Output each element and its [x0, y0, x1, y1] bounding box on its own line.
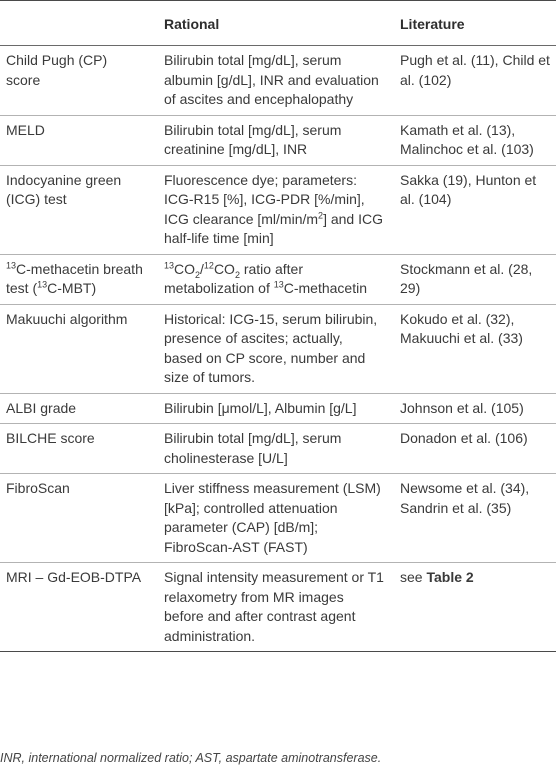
row-name: MRI – Gd-EOB-DTPA: [6, 569, 142, 585]
table-row: [0, 563, 556, 652]
row-name: FibroScan: [6, 480, 70, 496]
table-row: [0, 424, 556, 474]
header-rational: Rational: [164, 16, 220, 32]
row-rational: Bilirubin [μmol/L], Albumin [g/L]: [164, 399, 357, 416]
table-footnote: INR, international normalized ratio; AST, aspartate aminotransferase.: [0, 751, 382, 765]
row-rational: Bilirubin total [mg/dL], serum albumin [g/dL], INR and evaluation of ascites and encephalopathy: [164, 52, 379, 107]
table-row: [0, 393, 556, 424]
table-row: [0, 165, 556, 254]
header-literature: Literature: [400, 16, 465, 32]
row-rational: Fluorescence dye; parameters: ICG-R15 [%], ICG-PDR [%/min], ICG clearance $[ml/\min/m^2]$ and ICG half-life time [min]: [164, 171, 383, 246]
row-name: MELD: [6, 121, 45, 138]
row-name: ALBI grade: [6, 399, 77, 416]
row-name: Indocyanine green (ICG) test: [6, 171, 122, 207]
row-rational: Historical: ICG-15, serum bilirubin, presence of ascites; actually, based on CP score, number and size of tumors.: [164, 310, 378, 385]
row-rational: Liver stiffness measurement (LSM) [kPa]; controlled attenuation parameter (CAP) [dB/m]; FibroScan-AST (FAST): [164, 480, 381, 555]
row-literature: Johnson et al. (105): [400, 399, 524, 416]
table-row: [0, 254, 556, 304]
table-2-link[interactable]: Table 2: [426, 569, 474, 585]
row-name: BILCHE score: [6, 430, 95, 446]
row-literature: Newsome et al. (34), Sandrin et al. (35): [400, 480, 530, 516]
row-name: Makuuchi algorithm: [6, 310, 128, 327]
row-name: Child Pugh (CP) score: [6, 52, 108, 88]
row-literature: Donadon et al. (106): [400, 430, 528, 446]
header-name: [0, 1, 158, 46]
row-rational: Bilirubin total [mg/dL], serum cholinesterase [U/L]: [164, 430, 342, 466]
row-literature: Kamath et al. (13), Malinchoc et al. (103): [400, 121, 534, 157]
row-literature: Stockmann et al. (28, 29): [400, 260, 533, 296]
table-row: [0, 46, 556, 116]
table-row: [0, 474, 556, 563]
row-literature: Pugh et al. (11), Child et al. (102): [400, 52, 550, 88]
row-rational: Bilirubin total [mg/dL], serum creatinine [mg/dL], INR: [164, 121, 342, 157]
row-rational: Signal intensity measurement or T1 relaxometry from MR images before and after contrast agent administration.: [164, 569, 384, 644]
table-row: [0, 115, 556, 165]
row-name: $^{13}$C-methacetin breath test ($^{13}$C-MBT): [6, 259, 143, 296]
table-header-row: [0, 1, 556, 46]
row-rational: $^{13}CO_2/^{12}CO_2$ ratio after metabolization of $^{13}$C-methacetin: [164, 259, 368, 296]
row-literature: see Table 2: [400, 569, 474, 585]
row-literature: Kokudo et al. (32), Makuuchi et al. (33): [400, 310, 523, 346]
row-literature: Sakka (19), Hunton et al. (104): [400, 171, 537, 207]
table-row: [0, 304, 556, 393]
